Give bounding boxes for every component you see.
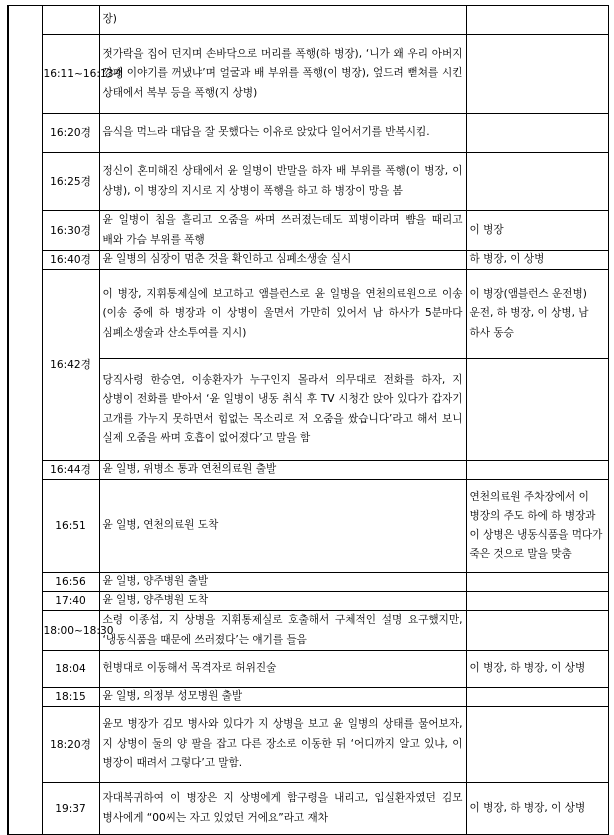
table-row	[8, 688, 608, 707]
time-cell: 16:56	[42, 573, 99, 592]
table-row	[8, 6, 608, 35]
time-cell: 18:04	[42, 651, 99, 688]
description-cell: 장)	[99, 6, 466, 35]
table-row	[8, 251, 608, 270]
time-cell: 16:25경	[42, 153, 99, 211]
description-cell: 윤 일병, 양주병원 출발	[99, 573, 466, 592]
table-row	[8, 211, 608, 251]
description-cell: 윤 일병의 심장이 멈춘 것을 확인하고 심폐소생술 실시	[99, 251, 466, 270]
persons-cell	[466, 573, 608, 592]
persons-cell: 이 병장, 하 병장, 이 상병	[466, 651, 608, 688]
persons-cell	[466, 688, 608, 707]
table-row	[8, 114, 608, 153]
table-row	[8, 35, 608, 114]
persons-cell	[466, 707, 608, 783]
table-row	[8, 270, 608, 359]
table-row	[8, 461, 608, 480]
time-cell: 16:20경	[42, 114, 99, 153]
table-row	[8, 153, 608, 211]
persons-cell	[466, 35, 608, 114]
persons-cell	[466, 6, 608, 35]
table-row	[8, 651, 608, 688]
persons-cell: 하 병장, 이 상병	[466, 251, 608, 270]
time-cell: 18:15	[42, 688, 99, 707]
description-cell: 자대복귀하여 이 병장은 지 상병에게 함구령을 내리고, 입실환자였던 김모 병사에게 “00씨는 자고 있었던 거에요”라고 재차	[99, 783, 466, 835]
table-row	[8, 480, 608, 573]
table-row	[8, 707, 608, 783]
persons-cell	[466, 114, 608, 153]
persons-cell	[466, 592, 608, 611]
table-row	[8, 611, 608, 651]
time-cell: 16:30경	[42, 211, 99, 251]
time-cell: 18:00~18:30	[42, 611, 99, 651]
persons-cell	[466, 359, 608, 461]
description-cell: 젓가락을 집어 던지며 손바닥으로 머리를 폭행(하 병장), ‘니가 왜 우리 아버지 깡패 이야기를 꺼냈냐’며 얼굴과 배 부위를 폭행(이 병장), 엎드려 뻗쳐를 시킨 상태에서 복부 등을 폭행(지 상병)	[99, 35, 466, 114]
table-row	[8, 783, 608, 835]
time-cell: 16:51	[42, 480, 99, 573]
persons-cell: 이 병장(앰블런스 운전병) 운전, 하 병장, 이 상병, 남 하사 동승	[466, 270, 608, 359]
persons-cell: 연천의료원 주차장에서 이 병장의 주도 하에 하 병장과 이 상병은 냉동식품을 먹다가 죽은 것으로 말을 맞춤	[466, 480, 608, 573]
time-cell: 19:37	[42, 783, 99, 835]
time-cell: 16:42경	[42, 270, 99, 461]
time-cell: 18:20경	[42, 707, 99, 783]
time-cell	[42, 6, 99, 35]
timeline-table	[7, 5, 609, 835]
table-row	[8, 573, 608, 592]
description-cell: 윤 일병, 양주병원 도착	[99, 592, 466, 611]
description-cell: 소령 이종섭, 지 상병을 지휘통제실로 호출해서 구체적인 설명 요구했지만, ‘냉동식품을 때문에 쓰러졌다’는 얘기를 들음	[99, 611, 466, 651]
description-cell: 헌병대로 이동해서 목격자로 허위진술	[99, 651, 466, 688]
persons-cell	[466, 461, 608, 480]
persons-cell	[466, 153, 608, 211]
index-column	[8, 6, 42, 835]
persons-cell	[466, 611, 608, 651]
description-cell: 윤 일병, 위병소 통과 연천의료원 출발	[99, 461, 466, 480]
description-cell: 윤 일병, 연천의료원 도착	[99, 480, 466, 573]
time-cell: 16:11~16:13경	[42, 35, 99, 114]
persons-cell: 이 병장, 하 병장, 이 상병	[466, 783, 608, 835]
description-cell: 윤 일병이 침을 흘리고 오줌을 싸며 쓰러졌는데도 꾀병이라며 뺨을 때리고 배와 가슴 부위를 폭행	[99, 211, 466, 251]
description-cell: 이 병장, 지휘통제실에 보고하고 앰블런스로 윤 일병을 연천의료원으로 이송(이송 중에 하 병장과 이 상병이 울면서 가만히 있어서 남 하사가 5분마다 심폐소생술과 산소투여를 지시)	[99, 270, 466, 359]
description-cell: 윤 일병, 의정부 성모병원 출발	[99, 688, 466, 707]
time-cell: 16:40경	[42, 251, 99, 270]
description-cell: 윤모 병장가 김모 병사와 있다가 지 상병을 보고 윤 일병의 상태를 물어보자, 지 상병이 둘의 양 팔을 잡고 다른 장소로 이동한 뒤 ‘어디까지 알고 있냐, 이 병장이 때려서 그렇다’고 말함.	[99, 707, 466, 783]
description-cell: 음식을 먹느라 대답을 잘 못했다는 이유로 앉았다 일어서기를 반복시킴.	[99, 114, 466, 153]
table-row	[8, 592, 608, 611]
time-cell: 16:44경	[42, 461, 99, 480]
time-cell: 17:40	[42, 592, 99, 611]
persons-cell: 이 병장	[466, 211, 608, 251]
description-cell: 정신이 혼미해진 상태에서 윤 일병이 반말을 하자 배 부위를 폭행(이 병장, 이 상병), 이 병장의 지시로 지 상병이 폭행을 하고 하 병장이 망을 봄	[99, 153, 466, 211]
description-cell: 당직사령 한승연, 이송환자가 누구인지 몰라서 의무대로 전화를 하자, 지 상병이 전화를 받아서 ‘윤 일병이 냉동 취식 후 TV 시청간 앉아 있다가 갑자기 고개를 가누지 못하면서 힘없는 목소리로 저 오줌을 쌌습니다’라고 해서 보니 실제 오줌을 싸며 호흡이 없어졌다’고 말을 함	[99, 359, 466, 461]
